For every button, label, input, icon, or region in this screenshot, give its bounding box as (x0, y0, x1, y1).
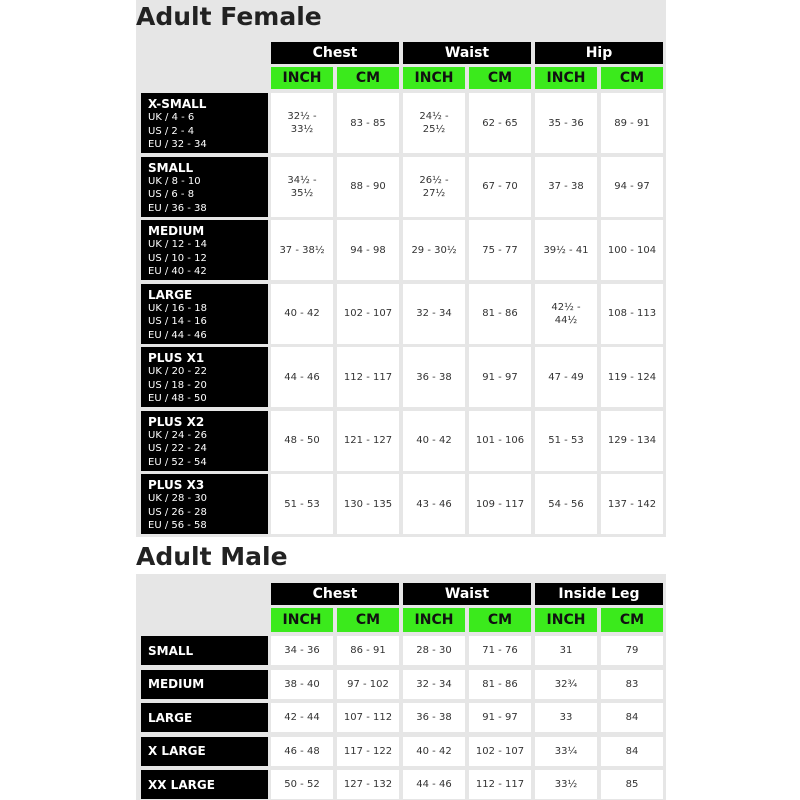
size-conversion: EU / 44 - 46 (148, 329, 207, 341)
measurement-cell: 40 - 42 (271, 284, 333, 344)
measurement-cell: 91 - 97 (469, 703, 531, 732)
size-conversion: UK / 16 - 18 (148, 302, 208, 314)
measurement-cell: 34½ - 35½ (271, 157, 333, 217)
measurement-cell: 129 - 134 (601, 411, 663, 471)
unit-header-cm: CM (337, 608, 399, 632)
measurement-cell: 130 - 135 (337, 474, 399, 534)
size-name: PLUS X3 (148, 478, 205, 492)
size-row-label (141, 737, 268, 766)
measurement-cell: 40 - 42 (403, 737, 465, 766)
measurement-cell: 137 - 142 (601, 474, 663, 534)
measurement-cell: 37 - 38½ (271, 220, 333, 280)
size-name: X LARGE (148, 744, 206, 758)
unit-header-cm: CM (469, 67, 531, 89)
measurement-cell: 88 - 90 (337, 157, 399, 217)
measurement-cell: 42 - 44 (271, 703, 333, 732)
measurement-cell: 97 - 102 (337, 670, 399, 699)
size-row-label (141, 670, 268, 699)
measurement-cell: 107 - 112 (337, 703, 399, 732)
measurement-cell: 44 - 46 (271, 347, 333, 407)
size-row-label (141, 220, 268, 280)
measurement-cell: 127 - 132 (337, 770, 399, 799)
measurement-cell: 67 - 70 (469, 157, 531, 217)
measurement-cell: 108 - 113 (601, 284, 663, 344)
size-conversion: EU / 40 - 42 (148, 266, 207, 277)
size-row-label (141, 284, 268, 344)
measurement-cell: 109 - 117 (469, 474, 531, 534)
measurement-cell: 102 - 107 (469, 737, 531, 766)
measurement-cell: 38 - 40 (271, 670, 333, 699)
unit-header-inch: INCH (535, 67, 597, 89)
group-header-inside-leg: Inside Leg (535, 583, 663, 605)
size-conversion: US / 14 - 16 (148, 316, 207, 327)
size-conversion: UK / 20 - 22 (148, 366, 208, 377)
size-row-label (141, 703, 268, 732)
size-row-label (141, 93, 268, 153)
group-header-waist: Waist (403, 42, 531, 64)
size-row-label (141, 411, 268, 471)
size-conversion: UK / 28 - 30 (148, 493, 208, 504)
measurement-cell: 85 (601, 770, 663, 799)
unit-header-inch: INCH (535, 608, 597, 632)
measurement-cell: 84 (601, 737, 663, 766)
size-name: MEDIUM (148, 677, 205, 691)
size-row-label (141, 474, 268, 534)
group-header-waist: Waist (403, 583, 531, 605)
measurement-cell: 32½ - 33½ (271, 93, 333, 153)
size-conversion: UK / 24 - 26 (148, 429, 208, 441)
measurement-cell: 79 (601, 636, 663, 665)
measurement-cell: 24½ - 25½ (403, 93, 465, 153)
size-conversion: US / 6 - 8 (148, 189, 195, 200)
measurement-cell: 26½ - 27½ (403, 157, 465, 217)
size-conversion: US / 22 - 24 (148, 443, 207, 454)
measurement-cell: 84 (601, 703, 663, 732)
size-conversion: US / 18 - 20 (148, 379, 207, 391)
size-conversion: EU / 36 - 38 (148, 202, 207, 214)
group-header-chest: Chest (271, 42, 399, 64)
size-conversion: US / 26 - 28 (148, 506, 207, 518)
size-name: X-SMALL (148, 97, 207, 111)
size-conversion: US / 10 - 12 (148, 252, 207, 264)
size-row-label (141, 636, 268, 665)
measurement-cell: 100 - 104 (601, 220, 663, 280)
measurement-cell: 44 - 46 (403, 770, 465, 799)
measurement-cell: 33¼ (535, 737, 597, 766)
size-conversion: UK / 8 - 10 (148, 175, 201, 187)
unit-header-inch: INCH (271, 608, 333, 632)
measurement-cell: 94 - 98 (337, 220, 399, 280)
measurement-cell: 29 - 30½ (403, 220, 465, 280)
measurement-cell: 119 - 124 (601, 347, 663, 407)
measurement-cell: 117 - 122 (337, 737, 399, 766)
size-name: SMALL (148, 643, 194, 658)
measurement-cell: 91 - 97 (469, 347, 531, 407)
size-conversion: UK / 12 - 14 (148, 239, 208, 250)
unit-header-cm: CM (469, 608, 531, 632)
measurement-cell: 32 - 34 (403, 284, 465, 344)
size-name: PLUS X2 (148, 414, 205, 429)
size-name: LARGE (148, 710, 193, 725)
unit-header-cm: CM (601, 67, 663, 89)
measurement-cell: 50 - 52 (271, 770, 333, 799)
measurement-cell: 75 - 77 (469, 220, 531, 280)
unit-header-cm: CM (337, 67, 399, 89)
measurement-cell: 89 - 91 (601, 93, 663, 153)
measurement-cell: 28 - 30 (403, 636, 465, 665)
measurement-cell: 36 - 38 (403, 703, 465, 732)
measurement-cell: 47 - 49 (535, 347, 597, 407)
measurement-cell: 39½ - 41 (535, 220, 597, 280)
measurement-cell: 36 - 38 (403, 347, 465, 407)
measurement-cell: 51 - 53 (271, 474, 333, 534)
measurement-cell: 31 (535, 636, 597, 665)
group-header-chest: Chest (271, 583, 399, 605)
measurement-cell: 62 - 65 (469, 93, 531, 153)
measurement-cell: 102 - 107 (337, 284, 399, 344)
measurement-cell: 121 - 127 (337, 411, 399, 471)
size-name: PLUS X1 (148, 351, 205, 365)
size-conversion: EU / 56 - 58 (148, 520, 207, 531)
measurement-cell: 33 (535, 703, 597, 732)
measurement-cell: 86 - 91 (337, 636, 399, 665)
measurement-cell: 33½ (535, 770, 597, 799)
unit-header-inch: INCH (403, 608, 465, 632)
measurement-cell: 34 - 36 (271, 636, 333, 665)
measurement-cell: 71 - 76 (469, 636, 531, 665)
measurement-cell: 32 - 34 (403, 670, 465, 699)
measurement-cell: 37 - 38 (535, 157, 597, 217)
measurement-cell: 94 - 97 (601, 157, 663, 217)
unit-header-inch: INCH (271, 67, 333, 89)
measurement-cell: 32¾ (535, 670, 597, 699)
measurement-cell: 46 - 48 (271, 737, 333, 766)
size-conversion: EU / 48 - 50 (148, 393, 207, 404)
size-row-label (141, 770, 268, 799)
group-header-hip: Hip (535, 42, 663, 64)
size-name: XX LARGE (148, 777, 215, 792)
measurement-cell: 42½ - 44½ (535, 284, 597, 344)
measurement-cell: 101 - 106 (469, 411, 531, 471)
size-name: SMALL (148, 160, 194, 175)
size-name: LARGE (148, 287, 193, 302)
measurement-cell: 81 - 86 (469, 284, 531, 344)
measurement-cell: 112 - 117 (469, 770, 531, 799)
measurement-cell: 83 - 85 (337, 93, 399, 153)
unit-header-inch: INCH (403, 67, 465, 89)
measurement-cell: 83 (601, 670, 663, 699)
size-row-label (141, 157, 268, 217)
size-row-label (141, 347, 268, 407)
male-section-title: Adult Male (136, 542, 288, 571)
measurement-cell: 54 - 56 (535, 474, 597, 534)
measurement-cell: 35 - 36 (535, 93, 597, 153)
measurement-cell: 40 - 42 (403, 411, 465, 471)
size-conversion: UK / 4 - 6 (148, 112, 195, 123)
measurement-cell: 51 - 53 (535, 411, 597, 471)
size-name: MEDIUM (148, 224, 205, 238)
measurement-cell: 43 - 46 (403, 474, 465, 534)
measurement-cell: 48 - 50 (271, 411, 333, 471)
size-conversion: EU / 32 - 34 (148, 139, 207, 150)
unit-header-cm: CM (601, 608, 663, 632)
female-section-title: Adult Female (136, 2, 322, 31)
size-conversion: US / 2 - 4 (148, 125, 195, 137)
size-conversion: EU / 52 - 54 (148, 456, 207, 468)
measurement-cell: 112 - 117 (337, 347, 399, 407)
measurement-cell: 81 - 86 (469, 670, 531, 699)
